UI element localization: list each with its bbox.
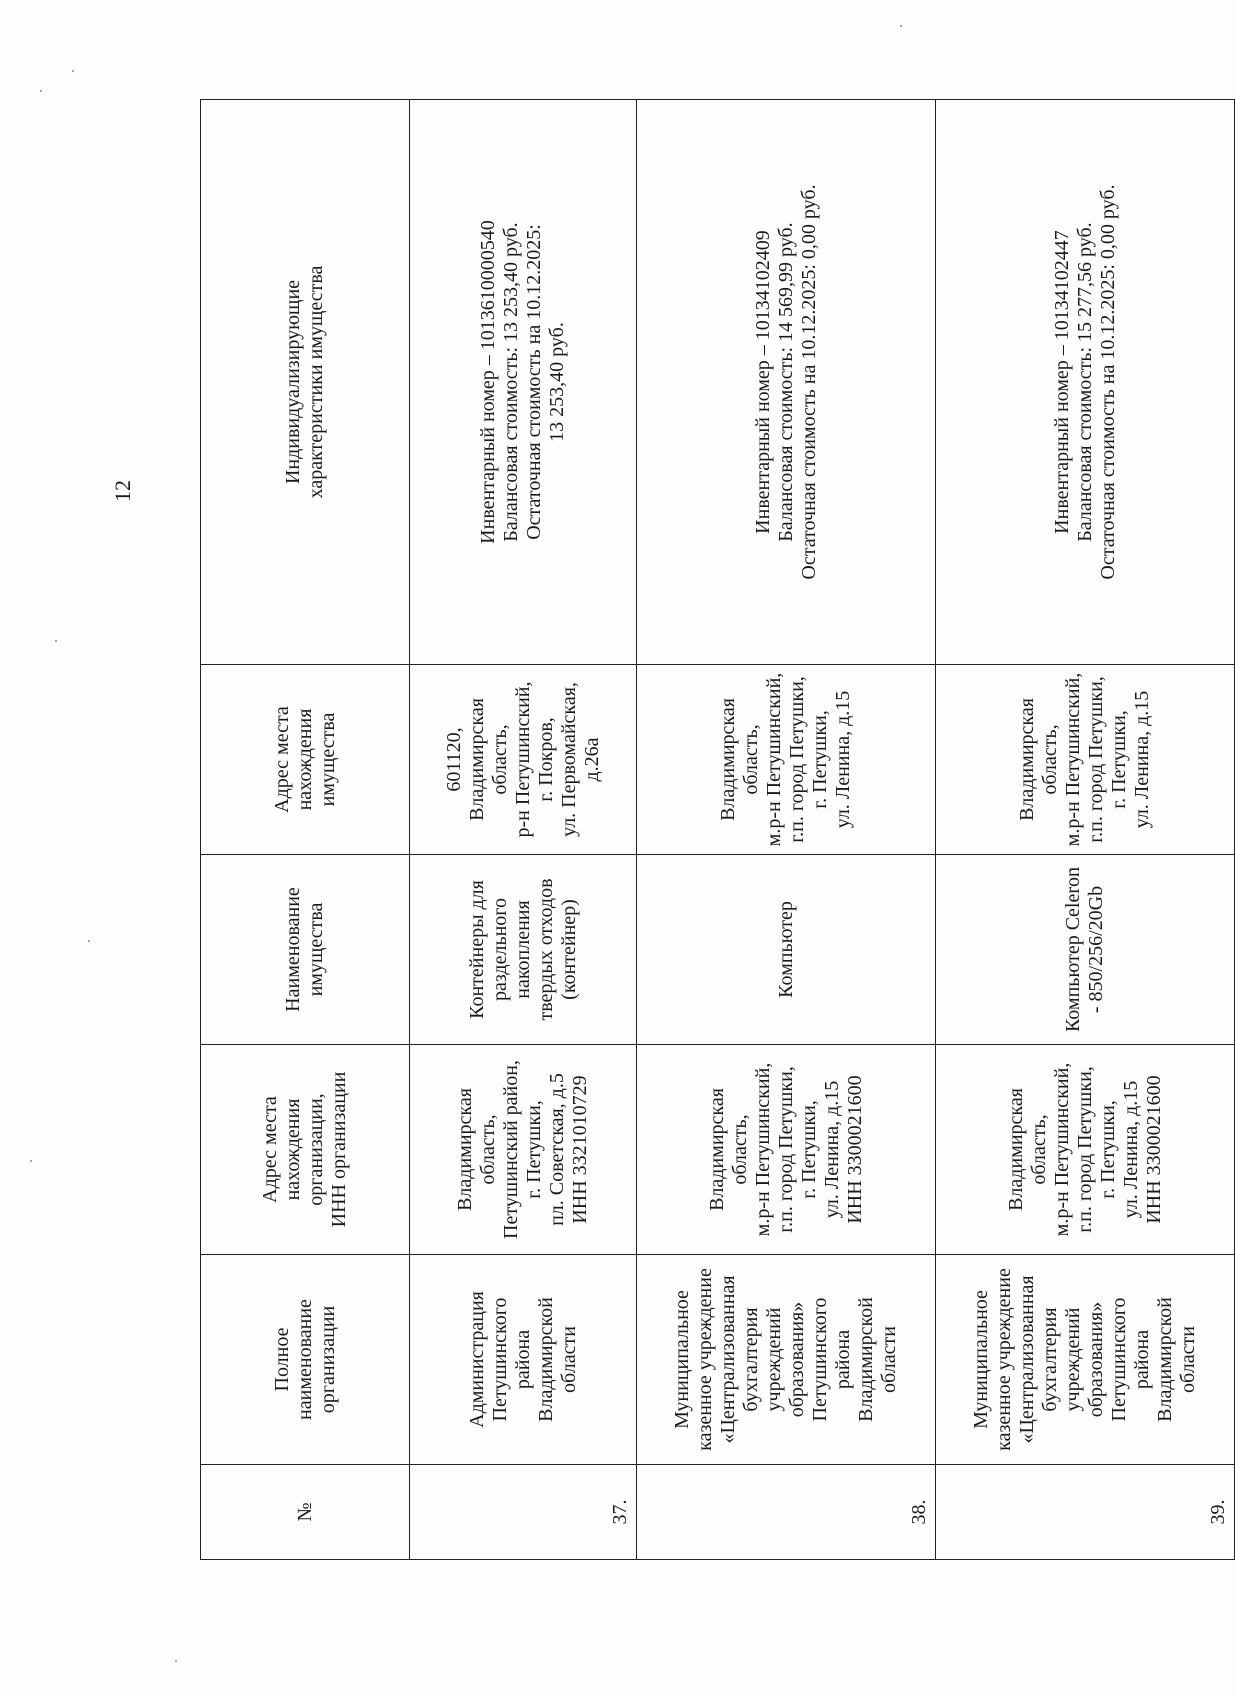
text-line: г. Петушки, bbox=[1096, 1100, 1119, 1199]
header-characteristics bbox=[201, 100, 410, 665]
text-line: Владимирская bbox=[717, 698, 739, 821]
property-address-cell bbox=[410, 665, 637, 855]
text-line: «Централизованная bbox=[717, 1275, 739, 1444]
text-line: «Централизованная bbox=[1016, 1275, 1038, 1444]
text-line: образования» bbox=[1085, 1301, 1107, 1418]
text-line: Балансовая стоимость: 14 569,99 руб. bbox=[774, 222, 797, 542]
characteristics-cell bbox=[637, 100, 936, 665]
text-line: область, bbox=[488, 724, 511, 795]
text-line: имущества bbox=[305, 902, 327, 997]
text-line: ул. Ленина, д.15 bbox=[1131, 690, 1153, 829]
text-line: Остаточная стоимость на 10.12.2025: bbox=[523, 224, 545, 540]
text-line: Петушинского bbox=[488, 1297, 511, 1422]
text-line: Полное bbox=[270, 1327, 293, 1392]
header-property-address bbox=[201, 665, 410, 855]
scan-speck bbox=[30, 1160, 32, 1162]
row-number: 38. bbox=[637, 1465, 936, 1560]
text-line: твердых отходов bbox=[534, 878, 557, 1021]
text-line: Контейнеры для bbox=[465, 880, 488, 1019]
text-line: Владимирская bbox=[1004, 1088, 1027, 1211]
header-property-name bbox=[201, 855, 410, 1045]
characteristics-cell bbox=[410, 100, 637, 665]
text-line: раздельного bbox=[488, 898, 511, 1001]
text-line: г.п. город Петушки, bbox=[1073, 1066, 1096, 1233]
text-line: 13 253,40 руб. bbox=[546, 322, 568, 442]
text-line: района bbox=[511, 1329, 534, 1390]
text-line: область, bbox=[740, 724, 762, 795]
text-line: (контейнер) bbox=[557, 899, 580, 1000]
property-name-cell bbox=[410, 855, 637, 1045]
org-name-cell bbox=[410, 1255, 637, 1465]
scan-speck bbox=[40, 90, 42, 92]
text-line: казенное учреждение bbox=[993, 1268, 1015, 1451]
org-address-cell bbox=[936, 1045, 1235, 1255]
text-line: бухгалтерия bbox=[1039, 1307, 1061, 1412]
header-org-name bbox=[201, 1255, 410, 1465]
text-line: Муниципальное bbox=[970, 1290, 992, 1429]
text-line: организации, bbox=[305, 1093, 327, 1206]
text-line: Балансовая стоимость: 15 277,56 руб. bbox=[1073, 222, 1096, 542]
text-line: г. Петушки, bbox=[797, 1100, 820, 1199]
text-line: область, bbox=[477, 1114, 499, 1185]
text-line: организации bbox=[316, 1305, 339, 1414]
text-line: Наименование bbox=[282, 887, 304, 1012]
text-line: Владимирская bbox=[465, 698, 488, 821]
text-line: казенное учреждение bbox=[694, 1268, 716, 1451]
text-line: Инвентарный номер – 10134102447 bbox=[1050, 230, 1073, 534]
text-line: г.п. город Петушки, bbox=[774, 1066, 797, 1233]
text-line: Остаточная стоимость на 10.12.2025: 0,00 руб. bbox=[1096, 184, 1119, 580]
org-address-cell bbox=[410, 1045, 637, 1255]
text-line: области bbox=[1177, 1326, 1199, 1393]
scan-speck bbox=[88, 940, 90, 942]
scan-speck bbox=[175, 1660, 177, 1662]
text-line: Владимирской bbox=[855, 1297, 877, 1422]
property-address-cell bbox=[936, 665, 1235, 855]
table-row bbox=[410, 100, 637, 1560]
text-line: Петушинского bbox=[1108, 1297, 1130, 1422]
text-line: г.п. город Петушки, bbox=[1085, 676, 1107, 843]
characteristics-cell bbox=[936, 100, 1235, 665]
text-line: Владимирская bbox=[1016, 698, 1038, 821]
page-number: 12 bbox=[110, 480, 135, 502]
text-line: ул. Ленина, д.15 bbox=[820, 1080, 843, 1219]
row-number: 39. bbox=[936, 1465, 1235, 1560]
table-row bbox=[936, 100, 1235, 1560]
text-line: ИНН 3300021600 bbox=[843, 1075, 866, 1224]
text-line: ИНН 3300021600 bbox=[1142, 1075, 1165, 1224]
text-line: бухгалтерия bbox=[740, 1307, 762, 1412]
text-line: Компьютер Celeron bbox=[1062, 866, 1084, 1033]
text-line: накопления bbox=[511, 900, 534, 999]
property-name-cell bbox=[637, 855, 936, 1045]
text-line: Остаточная стоимость на 10.12.2025: 0,00 руб. bbox=[797, 184, 820, 580]
row-number: 37. bbox=[410, 1465, 637, 1560]
text-line: Адрес места bbox=[259, 1096, 281, 1203]
text-line: Петушинский район, bbox=[500, 1060, 522, 1239]
table-header-row bbox=[201, 100, 410, 1560]
text-line: 601120, bbox=[442, 727, 465, 792]
text-line: характеристики имущества bbox=[305, 265, 327, 499]
text-line: Администрация bbox=[465, 1291, 488, 1428]
text-line: области bbox=[878, 1326, 900, 1393]
text-line: Инвентарный номер – 1013610000540 bbox=[477, 220, 499, 544]
text-line: ул. Ленина, д.15 bbox=[1119, 1080, 1142, 1219]
text-line: ИНН 3321010729 bbox=[569, 1075, 591, 1224]
property-address-cell bbox=[637, 665, 936, 855]
scan-speck bbox=[55, 640, 57, 642]
property-table bbox=[200, 99, 1235, 1560]
text-line: г. Петушки, bbox=[809, 710, 831, 809]
text-line: - 850/256/20Gb bbox=[1085, 885, 1107, 1014]
property-name-cell bbox=[936, 855, 1235, 1045]
scan-speck bbox=[900, 25, 902, 27]
text-line: ИНН организации bbox=[328, 1071, 350, 1228]
text-line: м.р-н Петушинский, bbox=[1050, 1062, 1073, 1237]
text-line: м.р-н Петушинский, bbox=[751, 1062, 774, 1237]
header-org-address bbox=[201, 1045, 410, 1255]
text-line: г. Петушки, bbox=[1108, 710, 1130, 809]
org-address-cell bbox=[637, 1045, 936, 1255]
text-line: м.р-н Петушинский, bbox=[763, 672, 785, 847]
text-line: м.р-н Петушинский, bbox=[1062, 672, 1084, 847]
text-line: нахождения bbox=[293, 708, 316, 811]
text-line: Муниципальное bbox=[671, 1290, 693, 1429]
org-name-cell bbox=[637, 1255, 936, 1465]
text-line: Владимирской bbox=[534, 1297, 557, 1422]
text-line: Адрес места bbox=[270, 706, 293, 813]
property-table-wrapper bbox=[200, 100, 1229, 1560]
text-line: учреждений bbox=[763, 1307, 785, 1412]
text-line: района bbox=[832, 1329, 854, 1390]
text-line: область, bbox=[1027, 1114, 1050, 1185]
text-line: область, bbox=[728, 1114, 751, 1185]
text-line: области bbox=[557, 1326, 580, 1393]
text-line: имущества bbox=[316, 712, 339, 807]
text-line: Компьютер bbox=[774, 901, 797, 998]
text-line: Индивидуализирующие bbox=[282, 279, 304, 485]
text-line: г. Покров, bbox=[534, 717, 557, 802]
text-line: Владимирской bbox=[1154, 1297, 1176, 1422]
text-line: ул. Ленина, д.15 bbox=[832, 690, 854, 829]
org-name-cell bbox=[936, 1255, 1235, 1465]
text-line: д.26а bbox=[580, 737, 603, 782]
text-line: р-н Петушинский, bbox=[511, 681, 534, 838]
text-line: образования» bbox=[786, 1301, 808, 1418]
text-line: пл. Советская, д.5 bbox=[546, 1073, 568, 1226]
text-line: г.п. город Петушки, bbox=[786, 676, 808, 843]
text-line: Петушинского bbox=[809, 1297, 831, 1422]
text-line: Владимирская bbox=[705, 1088, 728, 1211]
text-line: нахождения bbox=[282, 1098, 304, 1201]
scan-speck bbox=[72, 70, 74, 72]
text-line: г. Петушки, bbox=[523, 1100, 545, 1199]
text-line: учреждений bbox=[1062, 1307, 1084, 1412]
text-line: ул. Первомайская, bbox=[557, 682, 580, 837]
text-line: область, bbox=[1039, 724, 1061, 795]
text-line: Инвентарный номер – 10134102409 bbox=[751, 230, 774, 534]
text-line: Владимирская bbox=[454, 1088, 476, 1211]
text-line: наименование bbox=[293, 1299, 316, 1420]
text-line: Балансовая стоимость: 13 253,40 руб. bbox=[500, 222, 522, 542]
table-row bbox=[637, 100, 936, 1560]
text-line: района bbox=[1131, 1329, 1153, 1390]
header-num: № bbox=[201, 1465, 410, 1560]
